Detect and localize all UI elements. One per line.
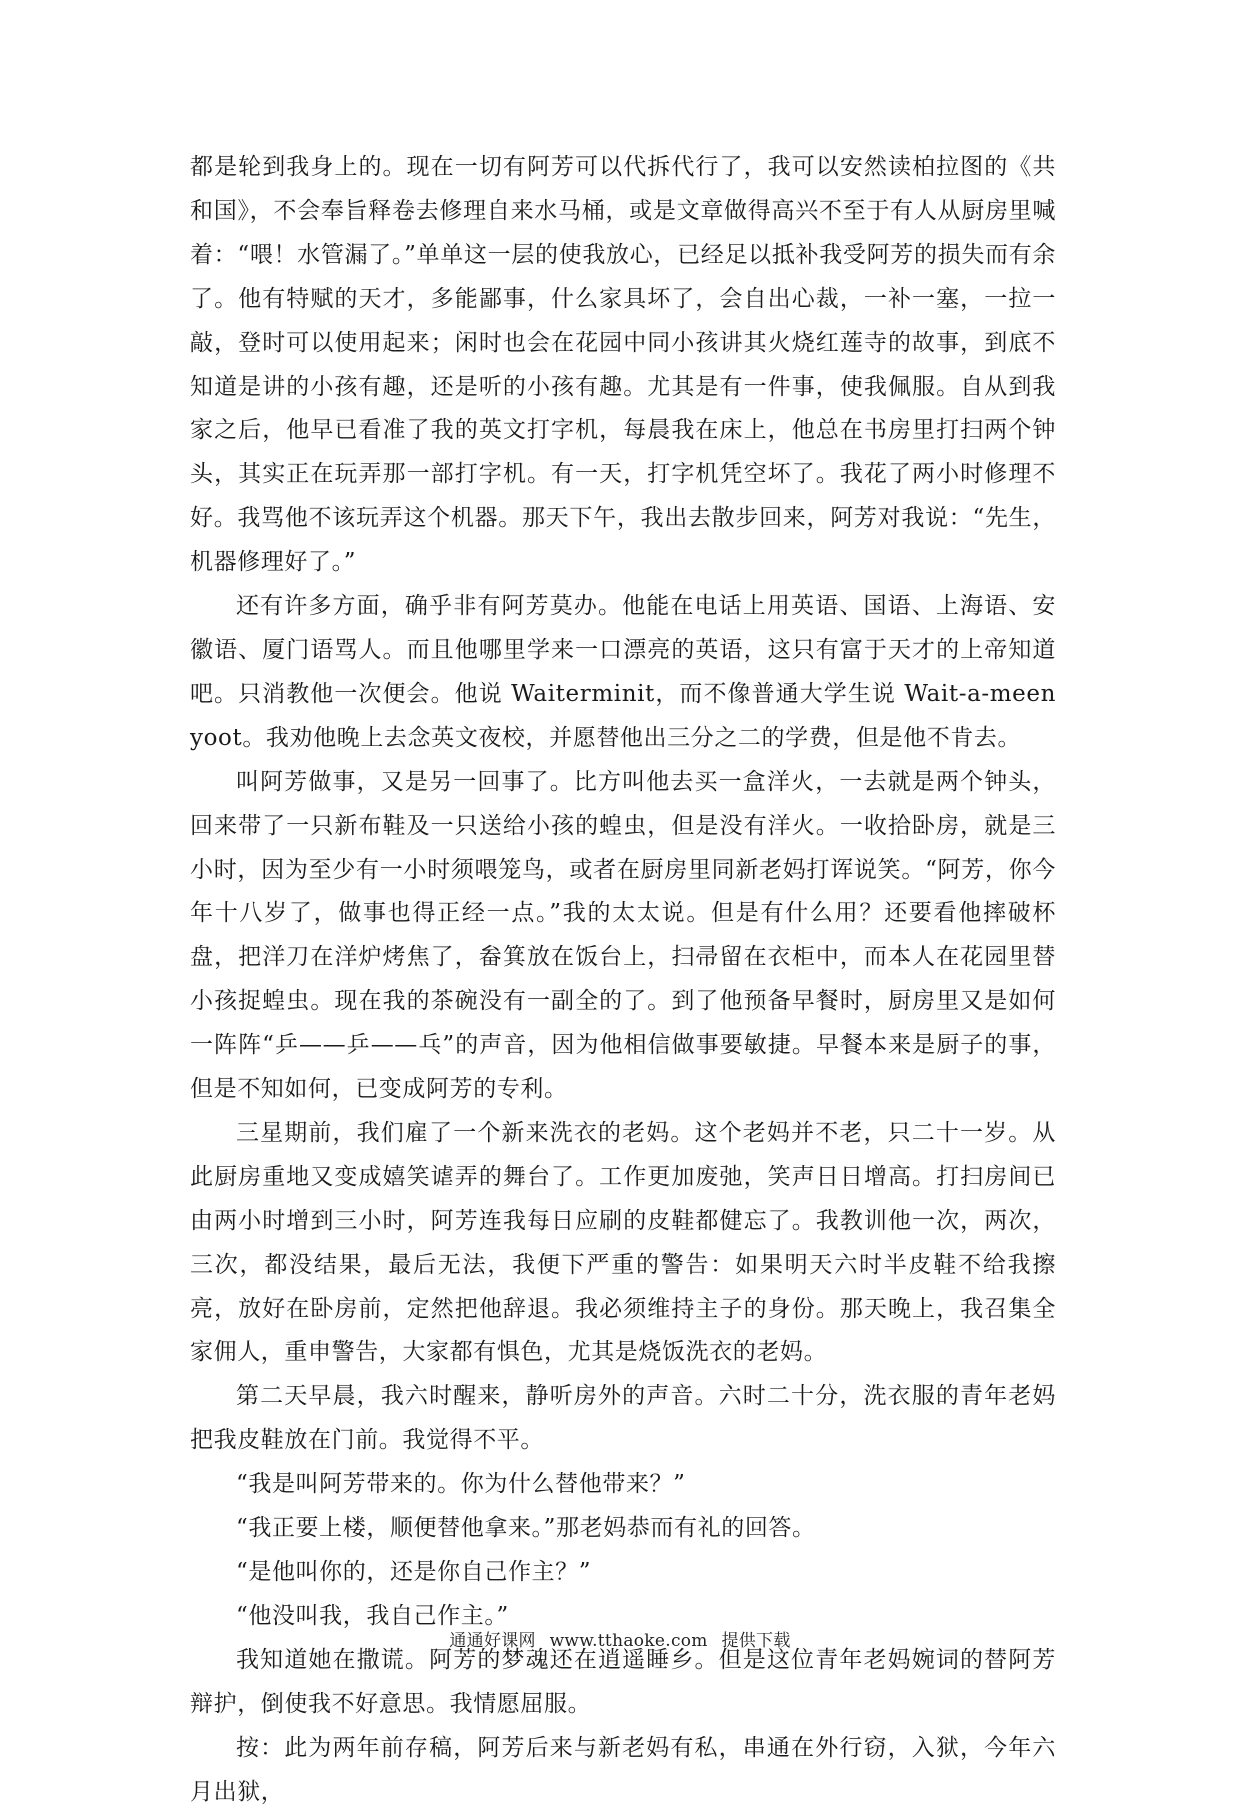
paragraph: 第二天早晨，我六时醒来，静听房外的声音。六时二十分，洗衣服的青年老妈把我皮鞋放在门前。我觉得不平。 [190, 1383, 1056, 1454]
note-paragraph: 按：此为两年前存稿，阿芳后来与新老妈有私，串通在外行窃，入狱，今年六月出狱， [190, 1734, 1056, 1805]
paragraph: 叫阿芳做事，又是另一回事了。比方叫他去买一盒洋火，一去就是两个钟头，回来带了一只新布鞋及一只送给小孩的蝗虫，但是没有洋火。一收拾卧房，就是三小时，因为至少有一小时须喂笼鸟，或者在厨房里同新老妈打诨说笑。“阿芳，你今年十八岁了，做事也得正经一点。”我的太太说。但是有什么用？还要看他摔破杯盘，把洋刀在洋炉烤焦了，畚箕放在饭台上，扫帚留在衣柜中，而本人在花园里替小孩捉蝗虫。现在我的茶碗没有一副全的了。到了他预备早餐时，厨房里又是如何一阵阵“乒——乒——乓”的声音，因为他相信做事要敏捷。早餐本来是厨子的事，但是不知如何，已变成阿芳的专利。 [190, 768, 1056, 1103]
dialogue-line: “是他叫你的，还是你自己作主？” [236, 1559, 592, 1585]
dialogue-line: “他没叫我，我自己作主。” [236, 1602, 509, 1629]
footer-note: 提供下载 [721, 1631, 791, 1651]
footer-site-name: 通通好课网 [449, 1631, 536, 1651]
paragraph: 我知道她在撒谎。阿芳的梦魂还在逍遥睡乡。但是这位青年老妈婉词的替阿芳辩护，倒使我不好意思。我情愿屈服。 [190, 1646, 1056, 1717]
paragraph: 还有许多方面，确乎非有阿芳莫办。他能在电话上用英语、国语、上海语、安徽语、厦门语骂人。而且他哪里学来一口漂亮的英语，这只有富于天才的上帝知道吧。只消教他一次便会。他说 Waiterminit，而不像普通大学生说 Wait-a-meenyoot。我劝他晚上去念英文夜校，并愿替他出三分之二的学费，但是他不肯去。 [190, 593, 1056, 751]
dialogue-line: “我是叫阿芳带来的。你为什么替他带来？” [236, 1471, 686, 1498]
body-text [190, 146, 1056, 1814]
paragraph: 都是轮到我身上的。现在一切有阿芳可以代拆代行了，我可以安然读柏拉图的《共和国》，不会奉旨释卷去修理自来水马桶，或是文章做得高兴不至于有人从厨房里喊着：“喂！水管漏了。”单单这一层的使我放心，已经足以抵补我受阿芳的损失而有余了。他有特赋的天才，多能鄙事，什么家具坏了，会自出心裁，一补一塞，一拉一敲，登时可以使用起来；闲时也会在花园中同小孩讲其火烧红莲寺的故事，到底不知道是讲的小孩有趣，还是听的小孩有趣。尤其是有一件事，使我佩服。自从到我家之后，他早已看准了我的英文打字机，每晨我在床上，他总在书房里打扫两个钟头，其实正在玩弄那一部打字机。有一天，打字机凭空坏了。我花了两小时修理不好。我骂他不该玩弄这个机器。那天下午，我出去散步回来，阿芳对我说：“先生，机器修理好了。” [190, 154, 1056, 576]
page-footer [0, 1629, 1240, 1653]
footer-url-link[interactable]: www.tthaoke.com [549, 1631, 708, 1651]
dialogue-line: “我正要上楼，顺便替他拿来。”那老妈恭而有礼的回答。 [236, 1515, 816, 1542]
paragraph: 三星期前，我们雇了一个新来洗衣的老妈。这个老妈并不老，只二十一岁。从此厨房重地又变成嬉笑谑弄的舞台了。工作更加废弛，笑声日日增高。打扫房间已由两小时增到三小时，阿芳连我每日应刷的皮鞋都健忘了。我教训他一次，两次，三次，都没结果，最后无法，我便下严重的警告：如果明天六时半皮鞋不给我擦亮，放好在卧房前，定然把他辞退。我必须维持主子的身份。那天晚上，我召集全家佣人，重申警告，大家都有惧色，尤其是烧饭洗衣的老妈。 [190, 1119, 1056, 1366]
